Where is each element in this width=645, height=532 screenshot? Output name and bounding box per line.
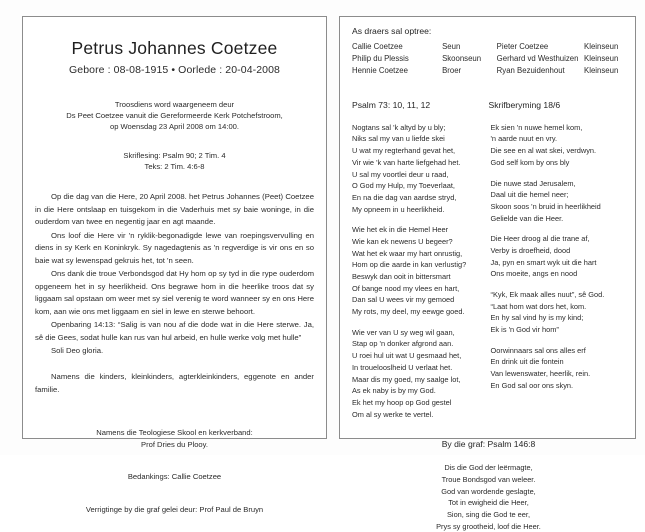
service-details — [35, 99, 314, 133]
obituary-paragraph: Ons dank die troue Verbondsgod dat Hy hom op sy tyd in die rype ouderdom opgeneem het in sy heerlikheid. Ons begrawe hom in die heerlike troos dat sy liggaam sal opstaan om weer met sy siel verenig te word wanneer sy en ons Here kom, aan wie ons met liggaam en siel in lewe en sterwe behoort. — [35, 269, 314, 316]
graveside-psalm-title: By die graf: Psalm 146:8 — [441, 439, 536, 450]
hymn-line: Van lewenswater, heerlik, rein. — [490, 369, 591, 379]
hymn-line: Die see en al wat skei, verdwyn. — [490, 146, 597, 156]
hymn-line: Ek het my hoop op God gestel — [352, 397, 452, 407]
hymn-line: God self kom by ons bly — [490, 157, 570, 167]
hymn-line: Sion, sing die God te eer, — [447, 510, 530, 519]
hymn-line: Wie kan ek newens U begeer? — [352, 236, 453, 246]
service-line: Ds Peet Coetzee vanuit die Gereformeerde Kerk Potchefstroom, — [66, 111, 283, 121]
hymn-line: Nogtans sal 'k altyd by u bly; — [352, 122, 446, 132]
pallbearers-table — [352, 40, 625, 77]
bearer-name: Pieter Coetzee — [496, 41, 549, 51]
bearer-name: Hennie Coetzee — [352, 66, 408, 76]
stanza — [352, 224, 489, 318]
hymn-line: Die nuwe stad Jerusalem, — [490, 178, 576, 188]
psalm-73-title: Psalm 73: 10, 11, 12 — [352, 99, 431, 110]
hymn-line: Gelielde van die Heer. — [490, 213, 564, 223]
hymn-line: Oorwinnaars sal ons alles erf — [490, 345, 586, 355]
hymn-line: Ek sien 'n nuwe hemel kom, — [490, 122, 583, 132]
bearer-relation: Skoonseun — [442, 53, 482, 63]
hymn-line: Dan sal U wees vir my gemoed — [352, 295, 455, 305]
hymn-line: Die Heer droog al die trane af, — [490, 234, 590, 244]
school-note-line: Prof Dries du Plooy. — [141, 439, 208, 449]
hymn-line: Vir wie 'k van harte liefgehad het. — [352, 157, 461, 167]
hymn-line: En na die dag van aardse stryd, — [352, 192, 457, 202]
birth-death-dates: Gebore : 08-08-1915 • Oorlede : 20-04-2008 — [68, 64, 280, 76]
hymn-line: Stap op 'n donker afgrond aan. — [352, 339, 454, 349]
bearer-relation: Broer — [442, 66, 462, 76]
service-line: op Woensdag 23 April 2008 om 14:00. — [109, 122, 240, 132]
hymn-line: Prys sy grootheid, loof die Heer. — [436, 521, 541, 531]
bearer-name: Gerhard vd Westhuizen — [496, 53, 579, 63]
hymn-line: God van wordende geslagte, — [441, 486, 536, 496]
hymn-columns — [352, 122, 625, 430]
stanza — [491, 289, 626, 336]
reading-line: Skriflesing: Psalm 90; 2 Tim. 4 — [123, 150, 226, 160]
school-note-line: Namens die Teologiese Skool en kerkverband: — [96, 428, 253, 438]
stanza — [491, 345, 626, 392]
hymn-line: Maar dis my goed, my saalge lot, — [352, 374, 461, 384]
stanza — [491, 178, 626, 225]
hymn-line: As ek naby is by my God. — [352, 386, 436, 396]
reading-line: Teks: 2 Tim. 4:6-8 — [144, 162, 205, 172]
bearer-name: Philip du Plessis — [352, 53, 409, 63]
bearer-relation: Seun — [442, 41, 461, 51]
hymn-line: Niks sal my van u liefde skei — [352, 134, 445, 144]
hymn-line: Tot in ewigheid die Heer, — [448, 498, 529, 508]
table-row — [352, 52, 625, 64]
hymn-line: Daal uit die hemel neer; — [490, 190, 569, 200]
service-line: Troosdiens word waargeneem deur — [114, 100, 235, 109]
hymn-line: Of bange nood my vlees en hart, — [352, 283, 460, 293]
hymn-line: In trouelooslheid U verlaat het. — [352, 362, 453, 372]
hymn-line: Wie het ek in die Hemel Heer — [352, 225, 449, 235]
theological-school-note — [35, 427, 314, 450]
bearer-relation: Kleinseun — [584, 66, 619, 76]
hymn-line: Ons moeite, angs en nood — [490, 269, 578, 279]
hymn-line: Beswyk dan ooit in bittersmart — [352, 272, 451, 281]
hymn-line: 'n aarde nuut en vry. — [490, 134, 558, 144]
hymn-line: “Kyk, Ek maak alles nuut”, sê God. — [490, 290, 605, 299]
revelation-quote-paragraph: Openbaring 14:13: “Salig is van nou af die dode wat in die Here sterwe. Ja, sê die Gees, sodat hulle kan rus van hul arbeid, en hulle werke volg met hulle” — [35, 320, 314, 342]
obituary-paragraph: Ons loof die Here vir 'n ryklik-begonadigde lewe van roepingsvervulling en diens in sy Kerk en Koninkryk. Sy nagedagtenis as 'n regverdige is vir ons en so baie wat sy lewenspad gekruis het, tot 'n seen. — [35, 230, 314, 265]
bearer-name: Ryan Bezuidenhout — [496, 66, 565, 76]
hymn-line: Skoon soos 'n bruid in heerlikheid — [490, 201, 601, 211]
stanza — [352, 327, 489, 421]
memorial-card-left-page — [22, 16, 327, 514]
hymn-line: Ja, pyn en smart wyk uit die hart — [490, 257, 597, 267]
hymn-line: “Laat hom wat dors het, kom. — [490, 301, 587, 311]
stanza — [352, 122, 489, 216]
obituary-paragraph: Op die dag van die Here, 20 April 2008. het Petrus Johannes (Peet) Coetzee in die Here ontslaap en tuisgekom in die Vaderhuis met sy baie woninge, in die ouderdom van twee en negentig jaar en agt maande. — [35, 192, 314, 227]
hymn-line: O God my Hulp, my Toeverlaat, — [352, 181, 455, 191]
hymn-line: U wat my regterhand gevat het, — [352, 146, 456, 156]
soli-deo-gloria: Soli Deo gloria. — [51, 346, 104, 356]
memorial-card-right-page — [339, 16, 636, 531]
hymn-line: U roei hul uit wat U gesmaad het, — [352, 351, 462, 361]
pallbearers-title: As draers sal optree: — [352, 26, 432, 36]
hymn-headings — [352, 100, 625, 110]
hymn-line: My rots, my deel, my eewge goed. — [352, 307, 465, 317]
hymn-line: Troue Bondsgod van weleer. — [441, 474, 536, 484]
bearer-name: Callie Coetzee — [352, 41, 403, 51]
graveside-stanza — [352, 462, 625, 532]
hymn-line: Wie ver van U sy weg wil gaan, — [352, 327, 455, 337]
psalm-73-column — [352, 122, 489, 430]
hymn-line: En drink uit die fontein — [490, 357, 564, 367]
hymn-line: Dis die God der leërmagte, — [444, 463, 533, 473]
hymn-line: U sal my voortlei deur u raad, — [352, 169, 449, 179]
hymn-line: Ek is 'n God vir hom” — [490, 325, 559, 335]
stanza — [491, 233, 626, 280]
hymn-line: Hom op die aarde in kan verlustig? — [352, 260, 467, 270]
hymn-line: Verby is droefheid, dood — [490, 245, 571, 255]
family-acknowledgement: Namens die kinders, kleinkinders, agterkleinkinders, eggenote en ander familie. — [35, 372, 314, 394]
hymn-line: En God sal oor ons skyn. — [490, 380, 574, 390]
hymn-line: Om al sy werke te vertel. — [352, 409, 434, 419]
thanks-note: Bedankings: Callie Coetzee — [127, 472, 222, 482]
hymn-line: My opneem in u heerlikheid. — [352, 204, 445, 214]
skrifberyming-column — [489, 122, 626, 430]
bearer-relation: Kleinseun — [584, 53, 619, 63]
scripture-reading — [35, 150, 314, 173]
bearer-relation: Kleinseun — [584, 41, 619, 51]
stanza — [491, 122, 626, 169]
hymn-line: Wat het ek waar my hart onrustig, — [352, 248, 463, 258]
graveside-officiant-note: Verrigtinge by die graf gelei deur: Prof Paul de Bruyn — [85, 504, 264, 514]
table-row — [352, 40, 625, 52]
table-row — [352, 65, 625, 77]
deceased-name: Petrus Johannes Coetzee — [71, 38, 278, 58]
skrifberyming-title: Skrifberyming 18/6 — [488, 99, 561, 110]
hymn-line: En hy sal vind hy is my kind; — [490, 313, 584, 323]
